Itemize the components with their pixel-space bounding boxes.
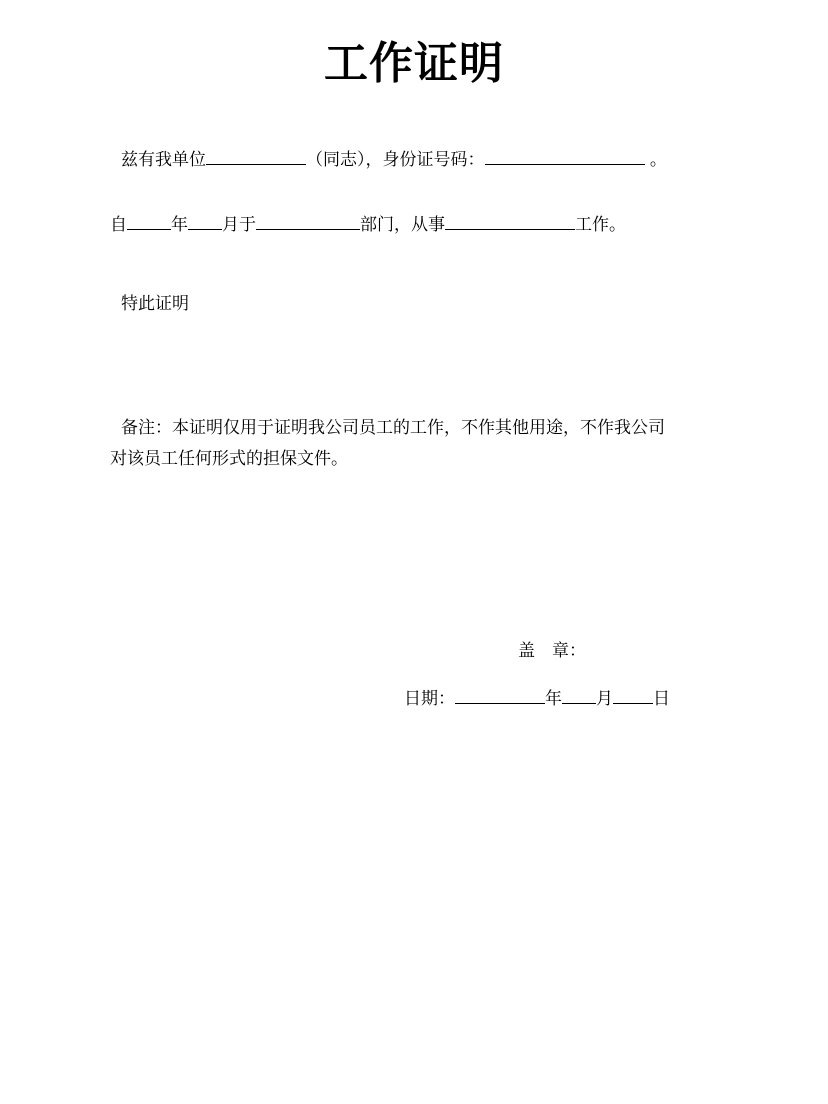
unit-prefix-text: 兹有我单位: [121, 150, 206, 170]
date-line: [404, 685, 670, 711]
period-text: 。: [649, 150, 667, 170]
date-label: 日期：: [404, 689, 455, 709]
department-blank: [256, 211, 360, 230]
note-line-b: 对该员工任何形式的担保文件。: [110, 449, 348, 469]
employee-line: [121, 146, 667, 172]
start-year-blank: [127, 211, 171, 230]
work-text: 工作。: [575, 215, 626, 235]
date-month-text: 月: [596, 689, 613, 709]
date-day-blank: [613, 685, 653, 704]
from-text: 自: [110, 215, 127, 235]
job-blank: [445, 211, 575, 230]
certify-line: 特此证明: [121, 294, 189, 314]
id-label-text: （同志），身份证号码：: [306, 150, 485, 170]
seal-label: 盖 章：: [518, 641, 586, 661]
id-number-blank: [485, 146, 645, 165]
start-month-blank: [188, 211, 222, 230]
date-year-text: 年: [545, 689, 562, 709]
note-line-a: 备注：本证明仅用于证明我公司员工的工作，不作其他用途，不作我公司: [121, 418, 665, 438]
month-at-text: 月于: [222, 215, 256, 235]
year-text: 年: [171, 215, 188, 235]
employment-line: [110, 211, 626, 237]
date-year-blank: [455, 685, 545, 704]
date-month-blank: [562, 685, 596, 704]
department-text: 部门，从事: [360, 215, 445, 235]
document-title: 工作证明: [324, 38, 504, 89]
employee-name-blank: [206, 146, 306, 165]
date-day-text: 日: [653, 689, 670, 709]
